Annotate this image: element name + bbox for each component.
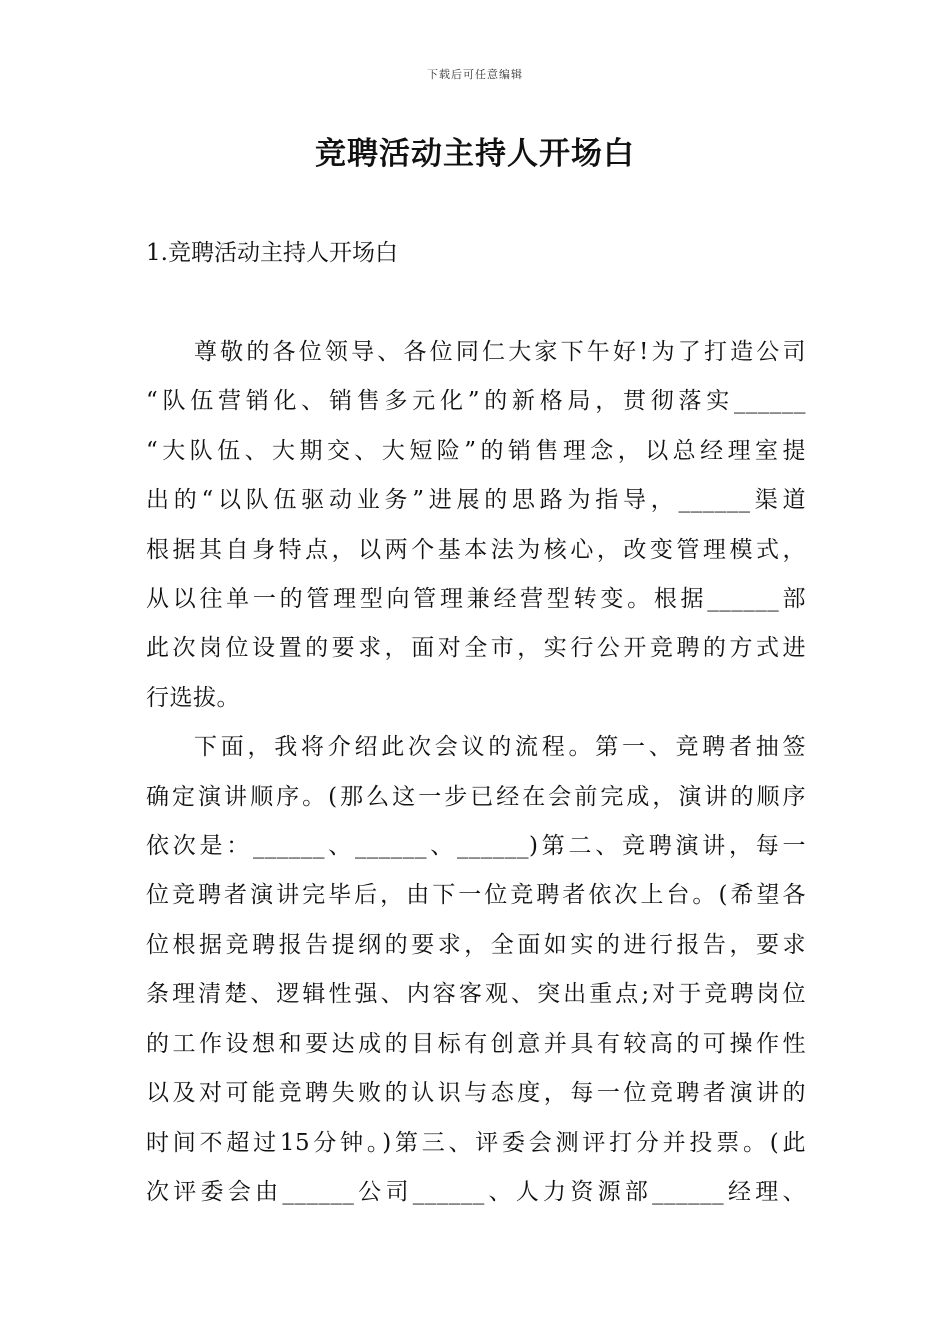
text-line: 行选拔。 [146,684,240,711]
text-line: 次评委会由______公司______、人力资源部______经理、 [146,1178,806,1205]
text-line: 条理清楚、逻辑性强、内容客观、突出重点;对于竞聘岗位 [146,981,806,1008]
text-line: 尊敬的各位领导、各位同仁大家下午好!为了打造公司 [194,339,806,365]
text-line: 的工作设想和要达成的目标有创意并具有较高的可操作性 [146,1030,806,1057]
text-line: 此次岗位设置的要求，面对全市，实行公开竞聘的方式进 [146,635,806,662]
text-line: “队伍营销化、销售多元化”的新格局，贯彻落实______ [146,388,806,415]
text-line: 从以往单一的管理型向管理兼经营型转变。根据______部 [146,586,806,613]
text-line: 位竞聘者演讲完毕后，由下一位竞聘者依次上台。(希望各 [146,882,806,909]
text-line: 依次是：______、______、______)第二、竞聘演讲，每一 [146,833,806,860]
text-line: 以及对可能竞聘失败的认识与态度，每一位竞聘者演讲的 [146,1080,806,1107]
text-line: “大队伍、大期交、大短险”的销售理念，以总经理室提 [146,437,806,464]
paragraph-2 [146,723,806,1217]
section-heading: 1.竞聘活动主持人开场白 [146,240,398,266]
text-line: 出的“以队伍驱动业务”进展的思路为指导，______渠道 [146,487,806,514]
document-body [146,328,806,1217]
text-line: 根据其自身特点，以两个基本法为核心，改变管理模式， [146,536,806,563]
text-line: 确定演讲顺序。(那么这一步已经在会前完成，演讲的顺序 [146,783,806,810]
text-line: 下面，我将介绍此次会议的流程。第一、竞聘者抽签 [194,734,806,761]
text-line: 时间不超过15分钟。)第三、评委会测评打分并投票。(此 [146,1129,806,1156]
paragraph-1 [146,328,806,723]
header-note: 下载后可任意编辑 [427,68,523,81]
text-line: 位根据竞聘报告提纲的要求，全面如实的进行报告，要求 [146,931,806,958]
document-title: 竞聘活动主持人开场白 [315,136,635,172]
